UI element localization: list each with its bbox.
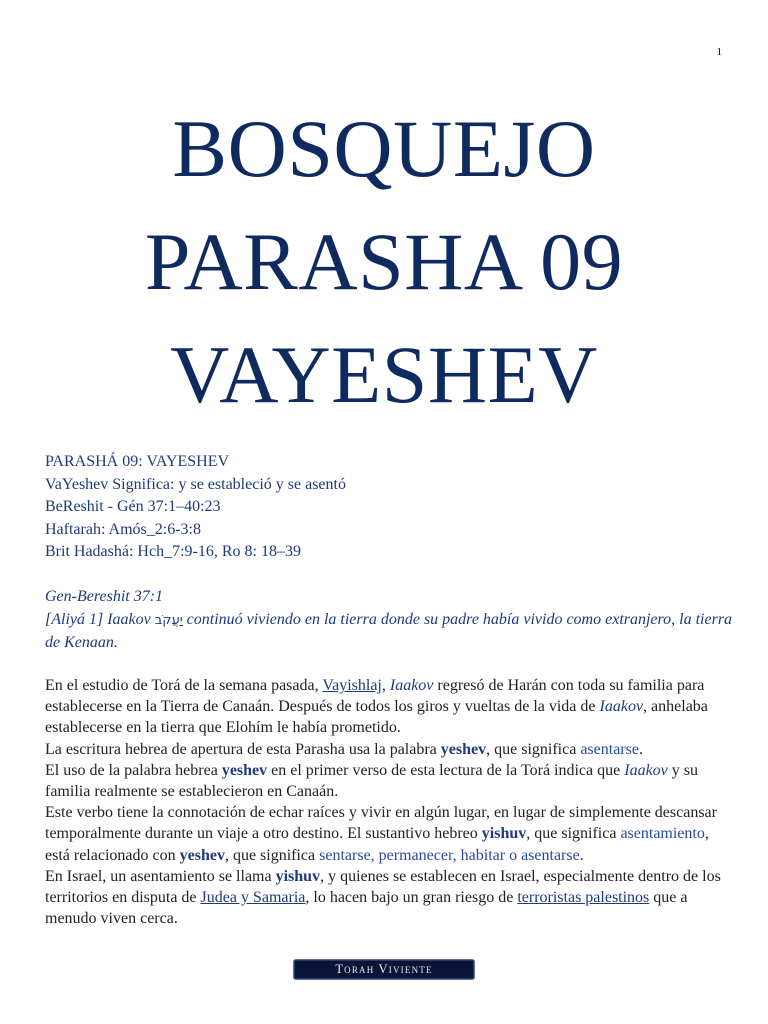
study-text — [45, 675, 735, 929]
verse-prefix: [Aliyá 1] Iaakov — [45, 610, 151, 628]
link-terroristas-palestinos[interactable]: terroristas palestinos — [517, 889, 650, 907]
text-run: , que significa — [526, 825, 617, 843]
title-line-2: PARASHA 09 — [144, 216, 624, 307]
logo-text: Torah Viviente — [335, 962, 433, 976]
parasha-brit-hadasha: Brit Hadashá: Hch_7:9-16, Ro 8: 18–39 — [45, 543, 301, 560]
text-run: , anhelaba establecerse en la tierra que Elohím le había prometido. — [45, 698, 708, 737]
meaning-asentarse: asentarse — [580, 740, 639, 758]
text-run: En el estudio de Torá de la semana pasada, — [45, 677, 319, 694]
text-run: En Israel, un asentamiento se llama — [45, 867, 272, 885]
verse-reference: Gen-Bereshit 37:1 — [45, 588, 164, 605]
text-run: que a menudo viven cerca. — [45, 889, 688, 928]
text-run: , lo hacen bajo un gran riesgo de — [305, 889, 514, 907]
paragraph-5 — [45, 866, 735, 930]
verse-quote — [45, 586, 735, 655]
text-run: . — [579, 846, 584, 864]
verse-hebrew-word: יַעֲקֹב — [154, 612, 183, 628]
paragraph-3 — [45, 760, 735, 802]
parasha-haftarah: Haftarah: Amós_2:6-3:8 — [45, 520, 201, 538]
text-run: regresó de Harán con toda su familia para establecerse en la Tierra de Canaán. Después de todos los giros y vueltas de la vida de — [45, 677, 705, 716]
text-run: y su familia realmente se establecieron en Canaán. — [45, 761, 698, 801]
meaning-sentarse: sentarse, permanecer, habitar o asentarse — [319, 846, 580, 864]
paragraph-1 — [45, 675, 735, 739]
parasha-heading: PARASHÁ 09: VAYESHEV — [45, 453, 230, 470]
term-yishuv: yishuv — [481, 825, 527, 843]
text-run: . — [638, 740, 643, 758]
term-yeshev: yeshev — [221, 761, 268, 779]
text-run: , y quienes se establecen en Israel, especialmente dentro de los territorios en disputa de — [45, 867, 721, 907]
verse-text — [45, 609, 735, 655]
torah-viviente-logo — [293, 959, 475, 980]
verse-body: continuó viviendo en la tierra donde su padre había vivido como extranjero, la tierra de Kenaan. — [45, 610, 733, 651]
parasha-bereshit: BeReshit - Gén 37:1–40:23 — [45, 498, 221, 515]
page-number: 1 — [716, 46, 722, 58]
term-yeshev: yeshev — [440, 740, 487, 758]
title-line-3: VAYESHEV — [170, 329, 598, 420]
title-line-1: BOSQUEJO — [172, 103, 596, 194]
text-run: en el primer verso de esta lectura de la Torá indica que — [271, 761, 621, 779]
name-iaakov: Iaakov — [389, 677, 434, 694]
paragraph-4 — [45, 802, 735, 866]
link-judea-samaria[interactable]: Judea y Samaria — [200, 889, 306, 907]
text-run: , — [381, 677, 386, 694]
document-title — [0, 92, 768, 431]
parasha-meaning: VaYeshev Significa: y se estableció y se asentó — [45, 475, 346, 493]
text-run: Este verbo tiene la connotación de echar raíces y vivir en algún lugar, en lugar de simplemente descansar temporalmente durante un viaje a otro destino. El sustantivo hebreo — [45, 804, 717, 843]
text-run: , que significa — [486, 740, 577, 758]
term-yeshev: yeshev — [179, 846, 225, 864]
text-run: , está relacionado con — [45, 825, 709, 864]
text-run: La escritura hebrea de apertura de esta Parasha usa la palabra — [45, 740, 437, 758]
link-vayishlaj[interactable]: Vayishlaj — [322, 677, 382, 694]
term-yishuv: yishuv — [275, 867, 321, 885]
paragraph-2 — [45, 739, 735, 760]
name-iaakov: Iaakov — [599, 698, 644, 716]
meaning-asentamiento: asentamiento — [620, 825, 705, 843]
name-iaakov: Iaakov — [624, 761, 668, 779]
parasha-info — [45, 451, 735, 564]
text-run: , que significa — [224, 846, 316, 864]
text-run: El uso de la palabra hebrea — [45, 761, 218, 779]
